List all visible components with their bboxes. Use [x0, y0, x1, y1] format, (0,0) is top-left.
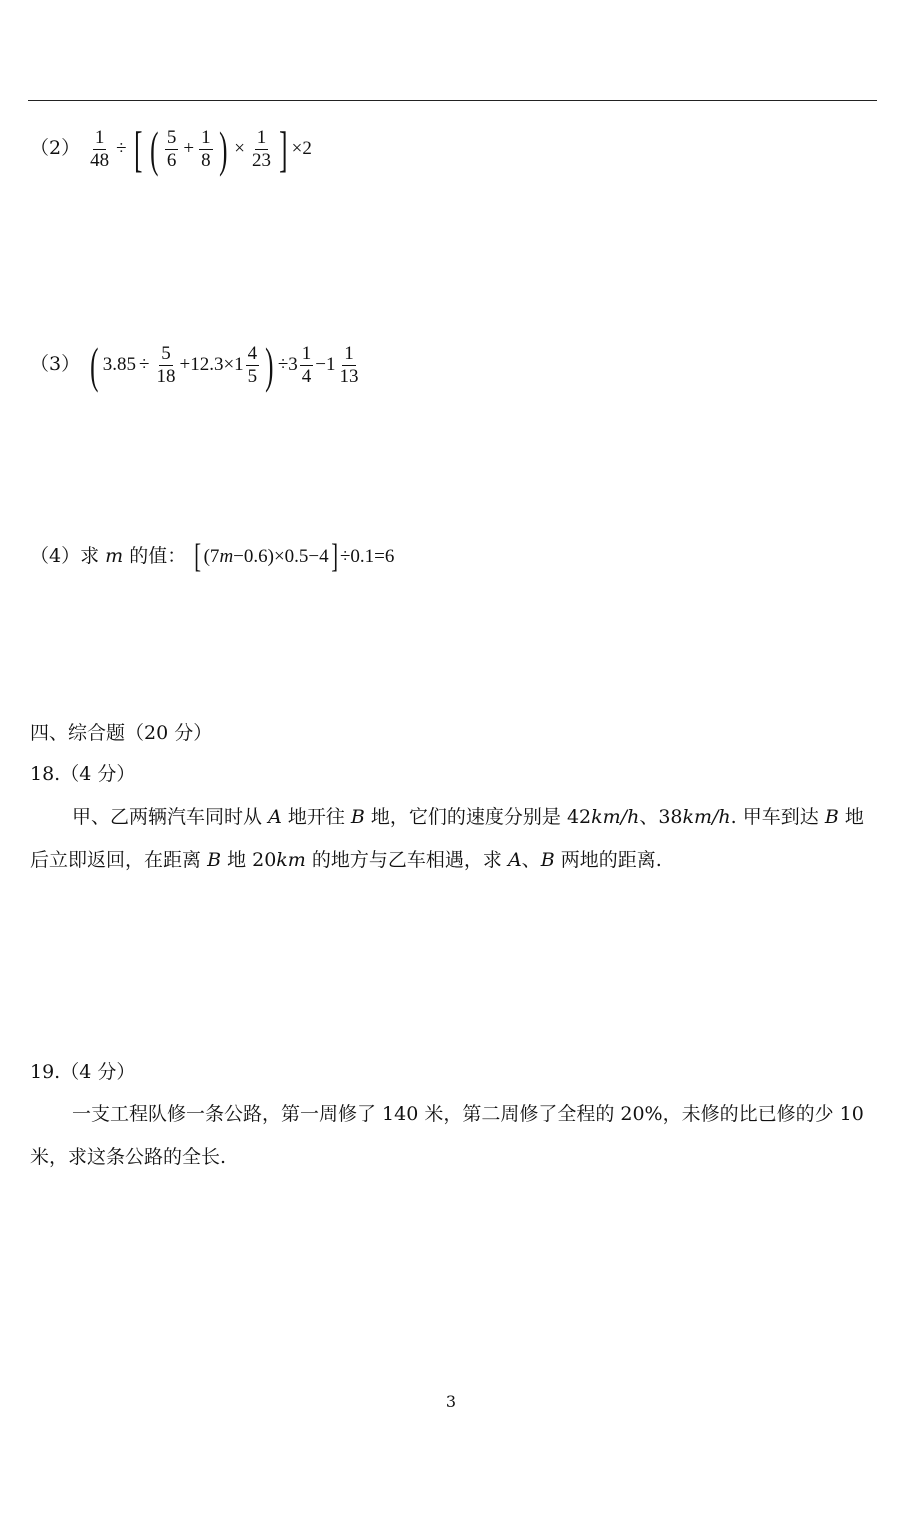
- question-4: （4）求 m 的值： [ (7 m −0.6)×0.5−4 ] ÷0.1=6: [30, 538, 395, 575]
- question-4-label: （4）求: [30, 545, 100, 567]
- question-3-expression: ( 3.85 ÷ $\frac{5}{18}$ +12.3×1 $\frac{4}{5}$ ) ÷3 $\frac{1}{4}$ −1 $\frac{1}{13}$: [90, 337, 359, 393]
- fraction: $\frac{1}{4}$: [301, 342, 312, 387]
- fraction: $\frac{5}{18}$: [156, 342, 176, 387]
- question-3: [30, 337, 362, 393]
- fraction: $\frac{1}{48}$: [90, 126, 110, 171]
- page-number: 3: [445, 1392, 457, 1411]
- question-19-header: 19.（4 分）: [30, 1061, 136, 1083]
- fraction: $\frac{5}{6}$: [166, 126, 177, 171]
- question-18-header: 18.（4 分）: [30, 763, 136, 785]
- section-title: 四、综合题（20 分）: [30, 722, 213, 744]
- question-2: [30, 121, 312, 177]
- question-3-label: （3）: [30, 353, 81, 375]
- top-rule: [28, 100, 877, 101]
- fraction: $\frac{1}{23}$: [251, 126, 271, 171]
- question-2-expression: $\frac{1}{48}$ ÷ [ ( $\frac{5}{6}$ + $\frac{1}{8}$ ) × $\frac{1}{23}$ ] ×2: [90, 121, 312, 177]
- question-4-expression: [ (7 m −0.6)×0.5−4 ] ÷0.1=6: [194, 538, 395, 575]
- question-18-body: 甲、乙两辆汽车同时从 A 地开往 B 地，它们的速度分别是 42km/h、38km/h. 甲车到达 B 地后立即返回，在距离 B 地 20km 的地方与乙车相遇，求 A、B 两地的距离.: [30, 806, 864, 871]
- fraction: $\frac{1}{8}$: [201, 126, 211, 171]
- fraction: $\frac{1}{13}$: [339, 342, 359, 387]
- fraction: $\frac{4}{5}$: [247, 342, 258, 387]
- variable-m: m: [105, 545, 124, 567]
- question-2-label: （2）: [30, 137, 81, 159]
- question-19-body: 一支工程队修一条公路，第一周修了 140 米，第二周修了全程的 20%，未修的比已修的少 10 米，求这条公路的全长.: [30, 1103, 864, 1168]
